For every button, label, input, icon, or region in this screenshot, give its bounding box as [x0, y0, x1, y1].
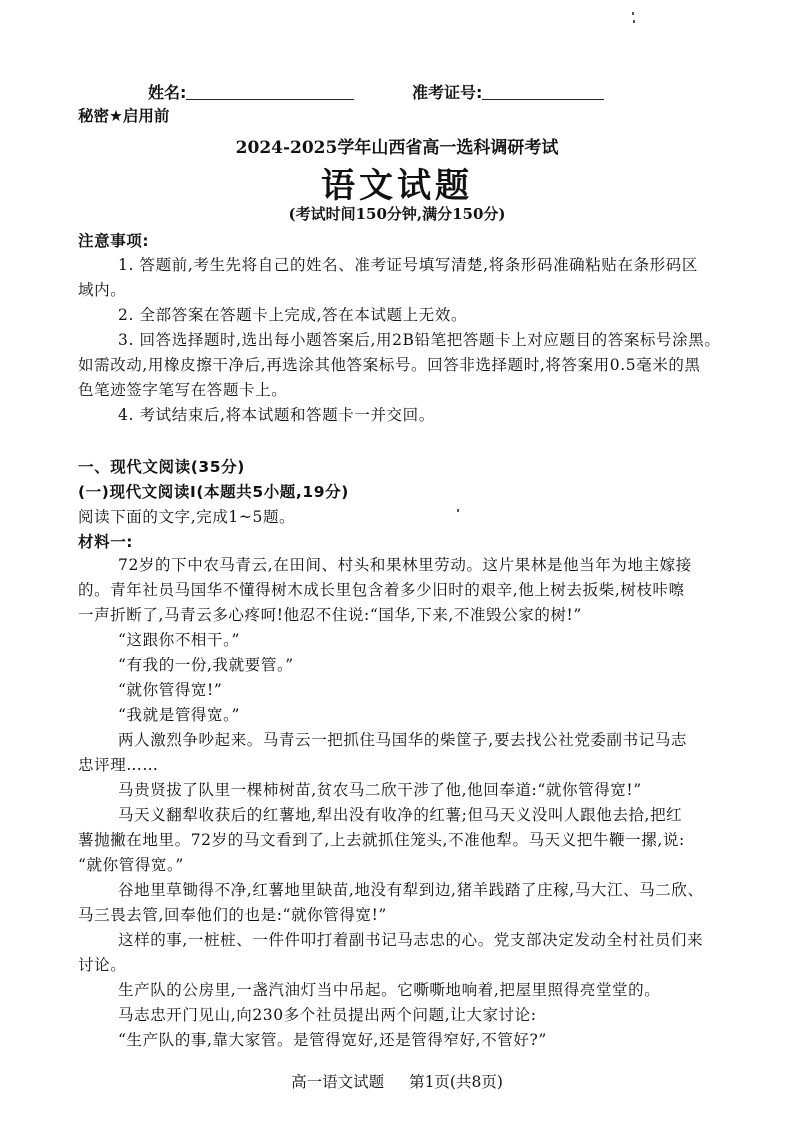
- exam-number-label: 准考证号:: [412, 83, 483, 102]
- notice-line: 3. 回答选择题时,选出每小题答案后,用2B铅笔把答题卡上对应题目的答案标号涂黑。: [118, 331, 721, 349]
- notice-line: 4. 考试结束后,将本试题和答题卡一并交回。: [118, 406, 435, 424]
- passage-line: 这样的事,一桩桩、一件件叩打着副书记马志忠的心。党支部决定发动全村社员们来: [118, 931, 704, 949]
- name-blank: [186, 85, 354, 100]
- passage-line: 马三畏去管,回奉他们的也是:“就你管得宽!”: [78, 906, 387, 924]
- passage-line: “就你管得宽!”: [118, 681, 223, 699]
- passage-line: 72岁的下中农马青云,在田间、村头和果林里劳动。这片果林是他当年为地主嫁接: [118, 556, 692, 574]
- passage-line: 谷地里草锄得不净,红薯地里缺苗,地没有犁到边,猪羊践踏了庄稼,马大江、马二欣、: [118, 881, 704, 899]
- notice-line: 域内。: [78, 281, 127, 299]
- exam-time: (考试时间150分钟,满分150分): [288, 205, 506, 223]
- notice-heading: 注意事项:: [78, 232, 150, 250]
- subject-title: 语文试题: [321, 166, 473, 206]
- scan-speck: [632, 12, 634, 15]
- passage-line: 讨论。: [78, 956, 127, 974]
- passage-line: 马贵贤拔了队里一棵柿树苗,贫农马二欣干涉了他,他回奉道:“就你管得宽!”: [118, 781, 642, 799]
- section-heading: 一、现代文阅读(35分): [78, 458, 245, 476]
- passage-line: 薯抛撇在地里。72岁的马文看到了,上去就抓住笼头,不准他犁。马天义把牛鞭一摞,说:: [78, 831, 685, 849]
- sub-section-heading: (一)现代文阅读Ⅰ(本题共5小题,19分): [78, 483, 349, 501]
- passage-line: 马天义翻犁收获后的红薯地,犁出没有收净的红薯;但马天义没叫人跟他去拾,把红: [118, 806, 683, 824]
- passage-line: 一声折断了,马青云多心疼呵!他忍不住说:“国华,下来,不准毁公家的树!”: [78, 606, 582, 624]
- scan-speck: [633, 20, 635, 23]
- page-footer: [0, 1070, 794, 1092]
- footer-page-number: 第1页(共8页): [409, 1073, 503, 1091]
- reading-instruction: 阅读下面的文字,完成1~5题。: [78, 508, 296, 526]
- exam-title: 2024-2025学年山西省高一选科调研考试: [235, 138, 559, 158]
- notice-line: 1. 答题前,考生先将自己的姓名、准考证号填写清楚,将条形码准确粘贴在条形码区: [118, 256, 698, 274]
- passage-line: “有我的一份,我就要管。”: [118, 656, 294, 674]
- passage-line: 两人激烈争吵起来。马青云一把抓住马国华的柴筐子,要去找公社党委副书记马志: [118, 731, 688, 749]
- passage-line: 马志忠开门见山,向230多个社员提出两个问题,让大家讨论:: [118, 1006, 537, 1024]
- material-label: 材料一:: [78, 533, 134, 551]
- passage-line: “就你管得宽。”: [78, 856, 184, 874]
- passage-line: “生产队的事,靠大家管。是管得宽好,还是管得窄好,不管好?”: [118, 1031, 547, 1049]
- name-field: [148, 80, 354, 103]
- passage-line: 的。青年社员马国华不懂得树木成长里包含着多少旧时的艰辛,他上树去扳柴,树枝咔嚓: [78, 581, 685, 599]
- passage-line: “我就是管得宽。”: [118, 706, 240, 724]
- notice-line: 色笔迹签字笔写在答题卡上。: [78, 381, 288, 399]
- exam-number-field: [412, 80, 604, 103]
- name-label: 姓名:: [148, 83, 187, 102]
- passage-line: 忠评理……: [78, 756, 159, 774]
- footer-subject: 高一语文试题: [291, 1073, 385, 1091]
- passage-line: “这跟你不相干。”: [118, 631, 240, 649]
- notice-line: 2. 全部答案在答题卡上完成,答在本试题上无效。: [118, 306, 468, 324]
- exam-number-blank: [482, 85, 604, 100]
- secret-label: 秘密★启用前: [78, 107, 170, 125]
- passage-line: 生产队的公房里,一盏汽油灯当中吊起。它嘶嘶地响着,把屋里照得亮堂堂的。: [118, 981, 661, 999]
- notice-line: 如需改动,用橡皮擦干净后,再选涂其他答案标号。回答非选择题时,将答案用0.5毫米的黑: [78, 356, 701, 374]
